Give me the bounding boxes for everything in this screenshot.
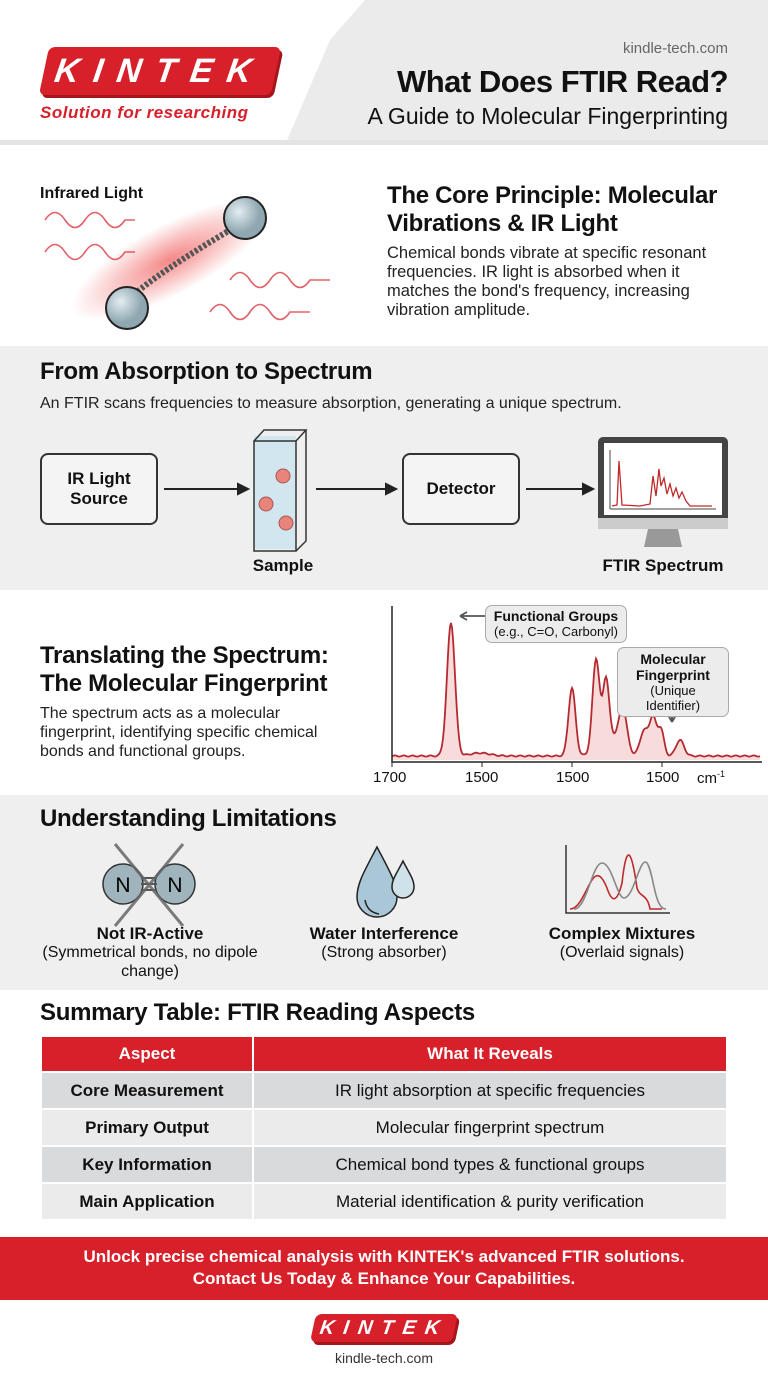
- fingerprint-title: Translating the Spectrum: The Molecular Fingerprint: [40, 642, 329, 697]
- flow-title: From Absorption to Spectrum: [40, 358, 373, 385]
- column-header: What It Reveals: [254, 1037, 726, 1071]
- table-row: Primary Output Molecular fingerprint spectrum: [42, 1110, 726, 1145]
- absorption-spectrum-section: [0, 346, 768, 590]
- svg-text:N: N: [167, 874, 183, 897]
- flow-arrows: [0, 346, 768, 590]
- sample-cuvette-icon: [254, 430, 306, 551]
- cta-banner[interactable]: [0, 1237, 768, 1300]
- header: [0, 0, 768, 150]
- core-principle-title: The Core Principle: Molecular Vibrations & IR Light: [387, 182, 718, 237]
- limitations-title: Understanding Limitations: [40, 805, 337, 832]
- footer-kintek-logo[interactable]: KINTEK: [310, 1314, 458, 1342]
- tick-label: 1700: [373, 769, 407, 786]
- complex-mixtures-caption: Complex Mixtures (Overlaid signals): [548, 924, 696, 961]
- core-principle-section: [0, 150, 768, 346]
- page-title: What Does FTIR Read?: [396, 64, 728, 99]
- molecule-vibration-icon: [30, 190, 350, 340]
- page-subtitle: A Guide to Molecular Fingerprinting: [367, 103, 728, 129]
- footer-site-url[interactable]: kindle-tech.com: [334, 1350, 434, 1366]
- tagline: Solution for researching: [40, 103, 249, 122]
- water-drops-icon: [355, 845, 420, 925]
- column-header: Aspect: [42, 1037, 252, 1071]
- sample-label: Sample: [252, 556, 314, 575]
- summary-table: [40, 1035, 728, 1221]
- tick-label: 1500: [465, 769, 499, 786]
- nitrogen-molecule-crossed-icon: [95, 842, 205, 932]
- fingerprint-section: [0, 590, 768, 795]
- functional-groups-callout: Functional Groups (e.g., C=O, Carbonyl): [485, 605, 627, 643]
- core-principle-text: Chemical bonds vibrate at specific resonant frequencies. IR light is absorbed when it matches the bond's frequency, increasing vibration amplitude.: [387, 244, 707, 319]
- tick-label: 1500: [646, 769, 680, 786]
- table-row: Main Application Material identification & purity verification: [42, 1184, 726, 1219]
- svg-text:N: N: [115, 874, 131, 897]
- fingerprint-text: The spectrum acts as a molecular fingerprint, identifying specific chemical bonds and functional groups.: [40, 705, 318, 760]
- ir-light-source-box: IR Light Source: [40, 453, 158, 525]
- summary-title: Summary Table: FTIR Reading Aspects: [40, 999, 475, 1026]
- molecular-fingerprint-callout: Molecular Fingerprint (Unique Identifier): [617, 647, 729, 717]
- water-interference-caption: Water Interference (Strong absorber): [309, 924, 459, 961]
- axis-unit: $cm^{-1}$: [697, 769, 726, 787]
- not-ir-active-caption: Not IR-Active (Symmetrical bonds, no dipole change): [42, 924, 258, 980]
- detector-box: Detector: [402, 453, 520, 525]
- ftir-spectrum-label: FTIR Spectrum: [602, 556, 724, 575]
- site-url[interactable]: kindle-tech.com: [622, 40, 728, 57]
- table-row: Core Measurement IR light absorption at specific frequencies: [42, 1073, 726, 1108]
- infrared-light-label: Infrared Light: [40, 185, 144, 202]
- cta-contact-link[interactable]: Contact Us Today & Enhance Your Capabilities.: [192, 1269, 576, 1288]
- cta-line-1: Unlock precise chemical analysis with KINTEK's advanced FTIR solutions.: [83, 1247, 685, 1266]
- limitations-section: [0, 795, 768, 990]
- monitor-icon: [598, 437, 728, 547]
- kintek-logo[interactable]: KINTEK: [39, 47, 281, 95]
- tick-label: 1500: [556, 769, 590, 786]
- overlapping-spectra-icon: [562, 843, 674, 915]
- flow-subtitle: An FTIR scans frequencies to measure absorption, generating a unique spectrum.: [40, 395, 622, 412]
- table-row: Key Information Chemical bond types & functional groups: [42, 1147, 726, 1182]
